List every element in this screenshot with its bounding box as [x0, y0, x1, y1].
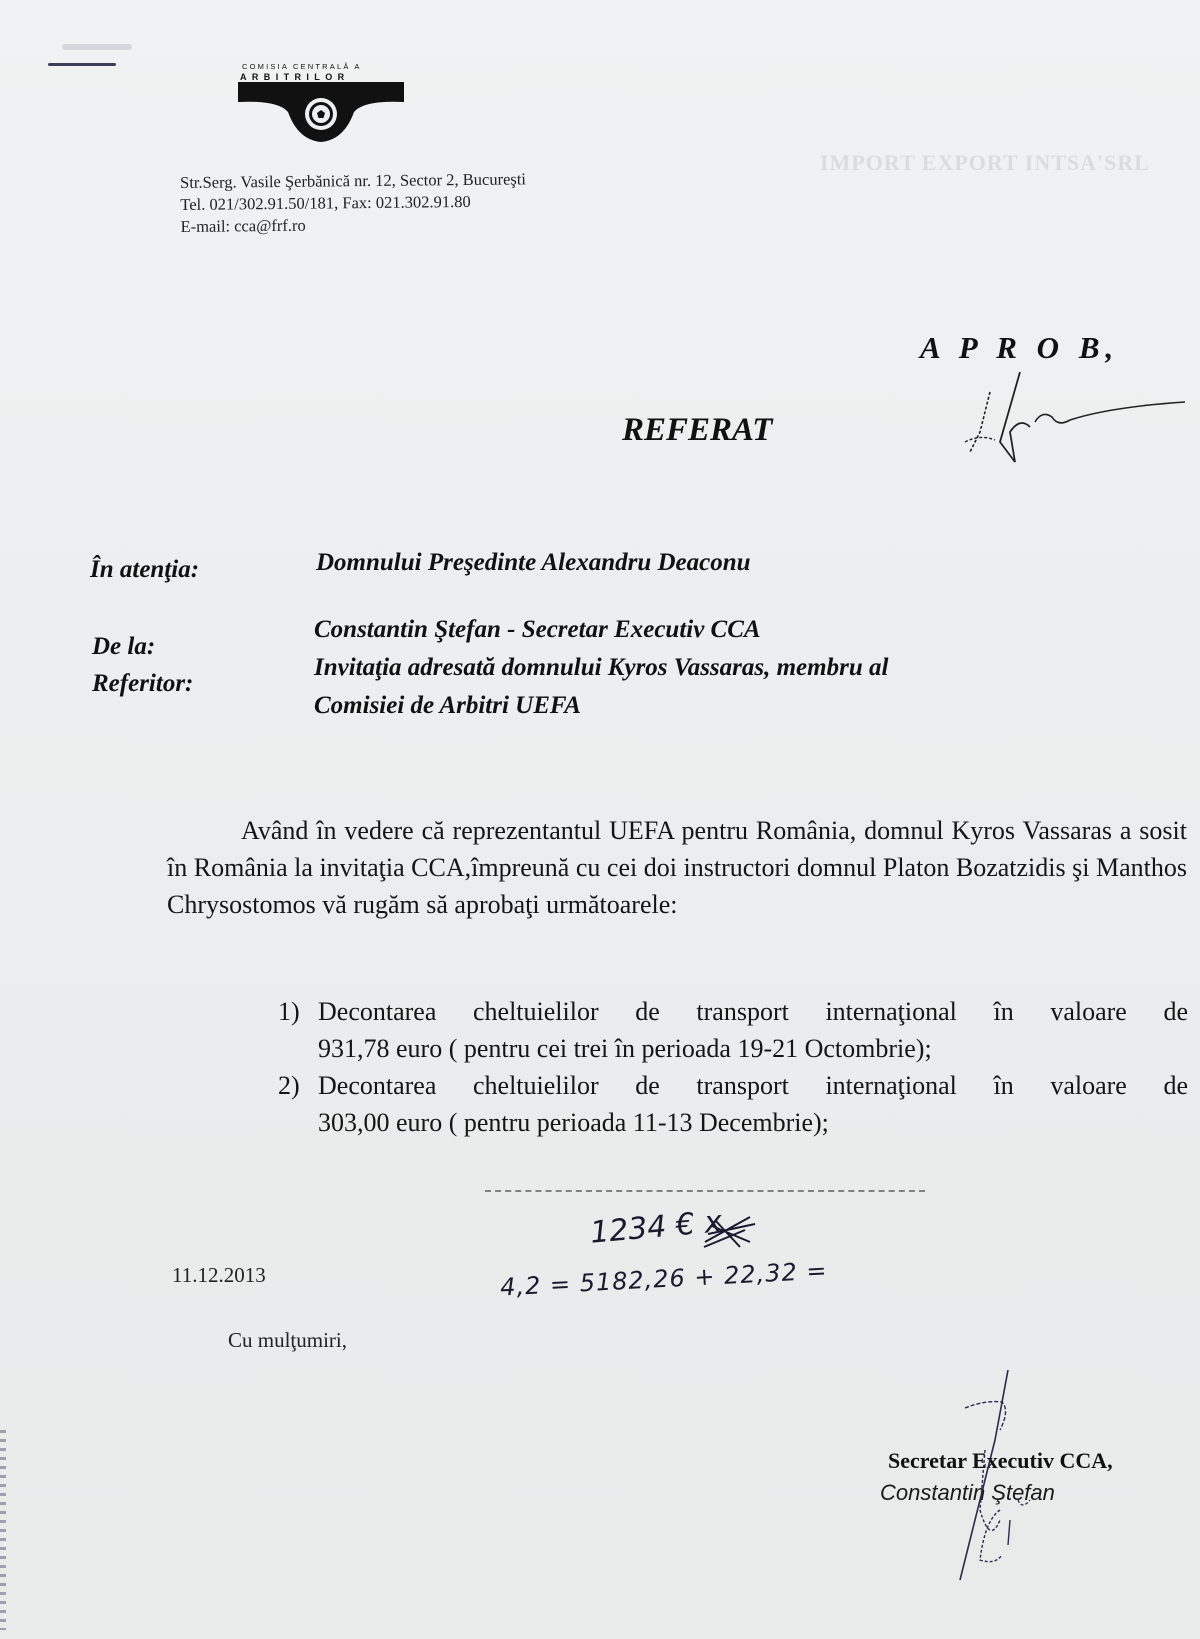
list-item-line1: Decontarea cheltuielilor de transport internaţional în valoare de: [318, 997, 1188, 1026]
field-value-subject-line2: Comisiei de Arbitri UEFA: [314, 692, 581, 719]
handwritten-signature-icon: [940, 1370, 1070, 1590]
signatory-name: Constantin Ştefan: [880, 1480, 1055, 1505]
scribble-mark: [700, 1212, 760, 1252]
dashed-separator: [485, 1190, 925, 1192]
letterhead-address: [180, 168, 527, 238]
scribble-icon: [700, 1212, 760, 1252]
handwritten-signature-icon: [960, 372, 1190, 472]
logo-text-main: ARBITRILOR: [240, 72, 350, 82]
bleed-through-text: IMPORT EXPORT INTSA'SRL: [820, 150, 1150, 175]
signatory-title: Secretar Executiv CCA,: [888, 1448, 1113, 1473]
handwritten-note-line2: 4,2 = 5182,26 + 22,32 =: [499, 1256, 829, 1302]
corner-smudge: [62, 44, 132, 50]
field-label-attention: În atenţia:: [90, 556, 200, 583]
handwritten-note-line1: 1234 € x: [588, 1204, 724, 1251]
field-value-attention: Domnului Preşedinte Alexandru Deaconu: [316, 549, 751, 576]
corner-line-mark: [48, 63, 116, 66]
document-date: 11.12.2013: [172, 1263, 266, 1287]
list-item-line2: 931,78 euro ( pentru cei trei în perioada 19-21 Octombrie);: [318, 1034, 932, 1063]
address-email: E-mail: cca@frf.ro: [180, 215, 306, 236]
perforated-edge: [0, 1430, 6, 1630]
list-item-line1: Decontarea cheltuielilor de transport internaţional în valoare de: [318, 1071, 1188, 1100]
list-item-number: 2): [278, 1071, 300, 1100]
closing-text: Cu mulţumiri,: [228, 1328, 348, 1352]
cca-logo: [238, 62, 404, 146]
document-title: REFERAT: [622, 412, 773, 448]
logo-text-top: COMISIA CENTRALĂ A: [242, 62, 362, 71]
address-street: Str.Serg. Vasile Şerbănică nr. 12, Sector 2, Bucureşti: [180, 169, 527, 192]
field-label-from: De la:: [92, 633, 156, 660]
list-item: [278, 1067, 1188, 1141]
football-referee-logo-icon: [238, 82, 404, 146]
list-item-number: 1): [278, 997, 300, 1026]
approval-label: A P R O B,: [920, 330, 1120, 365]
field-value-subject-line1: Invitaţia adresată domnului Kyros Vassaras, membru al: [314, 654, 889, 681]
signatory-signature: [940, 1370, 1070, 1590]
list-item: [278, 993, 1188, 1067]
body-paragraph: Având în vedere că reprezentantul UEFA pentru România, domnul Kyros Vassaras a sosit în România la invitaţia CCA,împreună cu cei doi instructori domnul Platon Bozatzidis şi Manthos Chrysostomos vă rugăm să aprobaţi următoarele:: [167, 816, 1187, 919]
field-value-from: Constantin Ştefan - Secretar Executiv CCA: [314, 616, 761, 643]
list-item-line2: 303,00 euro ( pentru perioada 11-13 Decembrie);: [318, 1108, 829, 1137]
request-list: [278, 993, 1188, 1141]
body-paragraph-container: [167, 812, 1187, 923]
field-label-subject: Referitor:: [92, 670, 194, 697]
address-phone: Tel. 021/302.91.50/181, Fax: 021.302.91.80: [180, 191, 471, 214]
approval-signature: [960, 372, 1190, 472]
